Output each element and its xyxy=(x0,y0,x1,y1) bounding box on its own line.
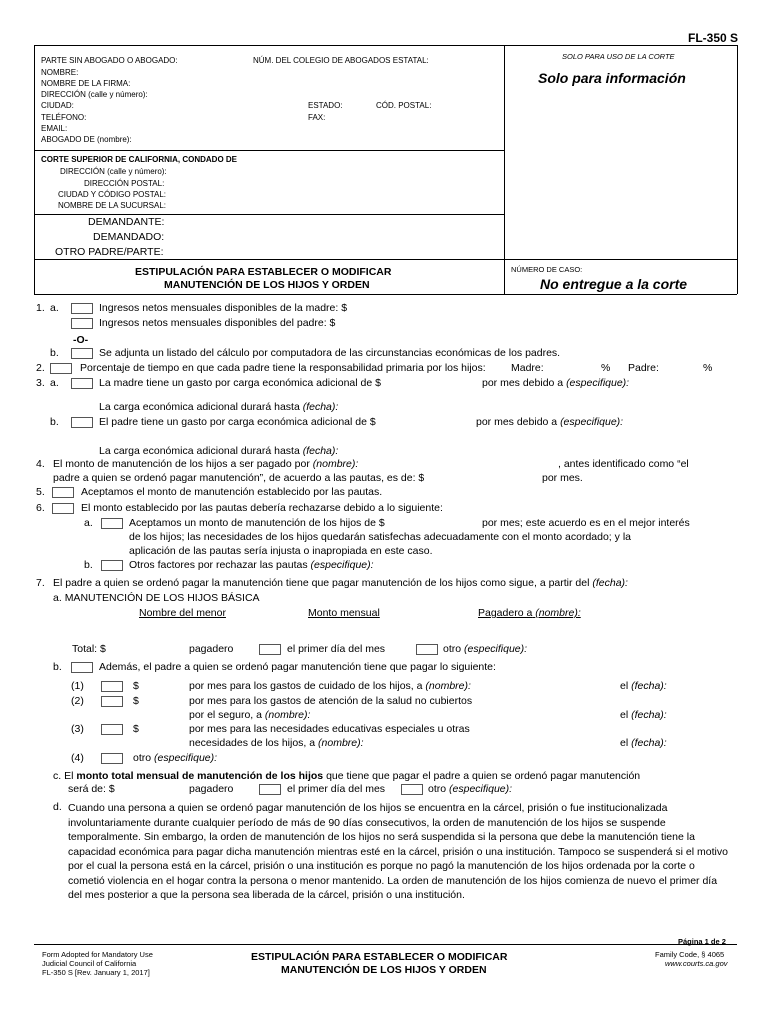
timeshare-text: Porcentaje de tiempo en que cada padre tiene la responsabilidad primaria por los hijos: xyxy=(80,362,486,374)
childcare-date: el (fecha): xyxy=(620,680,667,692)
mother-hardship-until: La carga económica adicional durará hasta (fecha): xyxy=(99,401,339,413)
rebut-guideline-text: El monto establecido por las pautas debería rechazarse debido a lo siguiente: xyxy=(81,502,443,514)
or-separator: -O- xyxy=(73,334,89,346)
item-7b-letter: b. xyxy=(53,661,62,673)
checkbox-total-other[interactable] xyxy=(401,784,423,795)
childcare-text: por mes para los gastos de cuidado de los hijos, a (nombre): xyxy=(189,680,471,692)
zip-label: CÓD. POSTAL: xyxy=(376,101,432,110)
mother-hardship-text: La madre tiene un gasto por carga económica adicional de $ xyxy=(99,377,381,389)
health-dollar: $ xyxy=(133,695,139,707)
item-1b-letter: b. xyxy=(50,347,59,359)
pct-sign-mother: % xyxy=(601,362,611,374)
best-interest-text: por mes; este acuerdo es en el mejor interés xyxy=(482,517,690,529)
case-number-label: NÚMERO DE CASO: xyxy=(511,265,583,274)
fax-label: FAX: xyxy=(308,113,326,122)
item-1-number: 1. xyxy=(36,302,45,314)
add-2-number: (2) xyxy=(71,695,84,707)
court-address-label: DIRECCIÓN (calle y número): xyxy=(60,167,167,176)
mother-income-label: Ingresos netos mensuales disponibles de la madre: $ xyxy=(99,302,348,314)
checkbox-total-first-day[interactable] xyxy=(259,784,281,795)
health-text: por mes para los gastos de atención de la salud no cubiertos xyxy=(189,695,473,707)
payment-terms-text: El padre a quien se ordenó pagar la manutención tiene que pagar manutención de los hijos como sigue, a partir del (fecha): xyxy=(53,577,628,589)
item-7a-label: a. MANUTENCIÓN DE LOS HIJOS BÁSICA xyxy=(53,592,260,604)
unjust-text: aplicación de las pautas sería injusta o inapropiada en este caso. xyxy=(129,545,433,557)
first-day-label: el primer día del mes xyxy=(287,643,386,655)
childcare-dollar: $ xyxy=(133,680,139,692)
checkbox-2[interactable] xyxy=(50,363,72,374)
court-branch-label: NOMBRE DE LA SUCURSAL: xyxy=(58,201,167,210)
checkbox-1a-mother[interactable] xyxy=(71,303,93,314)
add-4-number: (4) xyxy=(71,752,84,764)
checkbox-7b[interactable] xyxy=(71,662,93,673)
firm-name-label: NOMBRE DE LA FIRMA: xyxy=(41,79,131,88)
education-text-2: necesidades de los hijos, a (nombre): xyxy=(189,737,364,749)
obligor-amount-text: padre a quien se ordenó pagar manutención”, de acuerdo a las pautas, es de: $ xyxy=(53,472,425,484)
father-pct-label: Padre: xyxy=(628,362,659,374)
court-mailing-label: DIRECCIÓN POSTAL: xyxy=(84,179,165,188)
checkbox-1b[interactable] xyxy=(71,348,93,359)
col-monthly-amount: Monto mensual xyxy=(308,607,380,619)
incarceration-paragraph: Cuando una persona a quien se ordenó pagar manutención de los hijos se encuentra en la cárcel, prisión o fue institucionalizada involuntariamente durante cualquier período de más de 90 días consecutivos, la orden de manutención de los hijos se suspende temporalmente. Sin embargo, la orden de manutención de los hijos no será suspendida si la persona que debe la manutención tiene la capacidad económica para pagar dicha manutención mientras esté en la cárcel, prisión o una institución. Tampoco se suspenderá si el motivo por el cual la persona está en la cárcel, prisión o una institución es porque no pagó la manutención de los hijos ordenada por la corte o cometió violencia en el hogar contra la persona o menor mantenido. La orden de manutención de los hijos comienza de nuevo el primer día del mes posterior a que la persona sea liberada de la cárcel, prisión o una institución. xyxy=(68,802,728,901)
court-use-label: SOLO PARA USO DE LA CORTE xyxy=(562,52,675,61)
checkbox-other-schedule[interactable] xyxy=(416,644,438,655)
checkbox-childcare[interactable] xyxy=(101,681,123,692)
computer-printout-text: Se adjunta un listado del cálculo por computadora de las circunstancias económicas de los padres. xyxy=(99,347,561,359)
info-only-stamp: Solo para información xyxy=(538,70,686,86)
phone-label: TELÉFONO: xyxy=(41,113,87,122)
item-5-number: 5. xyxy=(36,486,45,498)
email-label: EMAIL: xyxy=(41,124,68,133)
form-title-line2: MANUTENCIÓN DE LOS HIJOS Y ORDEN xyxy=(164,279,370,291)
mother-hardship-per-month: por mes debido a (especifique): xyxy=(482,377,630,389)
checkbox-health[interactable] xyxy=(101,696,123,707)
checkbox-other-expense[interactable] xyxy=(101,753,123,764)
checkbox-6[interactable] xyxy=(52,503,74,514)
other-parent-label: OTRO PADRE/PARTE: xyxy=(55,246,164,258)
page-number: Página 1 de 2 xyxy=(678,937,726,946)
other-rebuttal-text: Otros factores por rechazar las pautas (especifique): xyxy=(129,559,374,571)
court-city-label: CIUDAD Y CÓDIGO POSTAL: xyxy=(58,190,167,199)
additional-text: Además, el padre a quien se ordenó pagar manutención tiene que pagar lo siguiente: xyxy=(99,661,496,673)
party-label: PARTE SIN ABOGADO O ABOGADO: xyxy=(41,56,178,65)
checkbox-6b[interactable] xyxy=(101,560,123,571)
add-1-number: (1) xyxy=(71,680,84,692)
col-payable-to: Pagadero a (nombre): xyxy=(478,607,581,619)
courts-url[interactable]: www.courts.ca.gov xyxy=(665,959,728,968)
agree-guideline-text: Aceptamos el monto de manutención establecido por las pautas. xyxy=(81,486,383,498)
total-label: Total: $ xyxy=(72,643,106,655)
name-label: NOMBRE: xyxy=(41,68,79,77)
checkbox-6a[interactable] xyxy=(101,518,123,529)
form-number: FL-350 S xyxy=(688,31,739,45)
do-not-file-stamp: No entregue a la corte xyxy=(540,276,688,292)
family-code: Family Code, § 4065 xyxy=(655,950,725,959)
state-label: ESTADO: xyxy=(308,101,343,110)
form-title-line1: ESTIPULACIÓN PARA ESTABLECER O MODIFICAR xyxy=(135,266,392,278)
item-3-number: 3. xyxy=(36,377,45,389)
health-date: el (fecha): xyxy=(620,709,667,721)
total-payable-label: pagadero xyxy=(189,783,234,795)
guideline-amount-text: El monto de manutención de los hijos a ser pagado por (nombre): xyxy=(53,458,359,470)
footer-title-line2: MANUTENCIÓN DE LOS HIJOS Y ORDEN xyxy=(281,964,487,976)
item-6a-letter: a. xyxy=(84,517,93,529)
checkbox-3a[interactable] xyxy=(71,378,93,389)
identified-as-text: , antes identificado como “el xyxy=(558,458,689,470)
total-other-label: otro (especifique): xyxy=(428,783,513,795)
needs-met-text: de los hijos; las necesidades de los hijos quedarán satisfechas adecuadamente con el monto acordado; y la xyxy=(129,531,631,543)
item-7d-letter: d. xyxy=(53,801,62,813)
education-text: por mes para las necesidades educativas especiales u otras xyxy=(189,723,470,735)
item-6-number: 6. xyxy=(36,502,45,514)
checkbox-3b[interactable] xyxy=(71,417,93,428)
father-hardship-per-month: por mes debido a (especifique): xyxy=(476,416,624,428)
item-2-number: 2. xyxy=(36,362,45,374)
col-child-name: Nombre del menor xyxy=(139,607,226,619)
bar-number-label: NÚM. DEL COLEGIO DE ABOGADOS ESTATAL: xyxy=(253,56,429,65)
adopted-line1: Form Adopted for Mandatory Use xyxy=(42,950,153,959)
agreed-amount-text: Aceptamos un monto de manutención de los hijos de $ xyxy=(129,517,385,529)
per-month-text: por mes. xyxy=(542,472,583,484)
petitioner-label: DEMANDANTE: xyxy=(88,216,165,228)
education-date: el (fecha): xyxy=(620,737,667,749)
total-amount-label: será de: $ xyxy=(68,783,115,795)
add-3-number: (3) xyxy=(71,723,84,735)
item-4-number: 4. xyxy=(36,458,45,470)
item-1a-letter: a. xyxy=(50,302,59,314)
other-expense-text: otro (especifique): xyxy=(133,752,218,764)
father-hardship-text: El padre tiene un gasto por carga económica adicional de $ xyxy=(99,416,376,428)
father-hardship-until: La carga económica adicional durará hasta (fecha): xyxy=(99,445,339,457)
item-3b-letter: b. xyxy=(50,416,59,428)
item-6b-letter: b. xyxy=(84,559,93,571)
checkbox-5[interactable] xyxy=(52,487,74,498)
item-7c-text: c. El monto total mensual de manutención de los hijos que tiene que pagar el padre a quien se ordenó pagar manutención xyxy=(53,770,641,782)
respondent-label: DEMANDADO: xyxy=(93,231,165,243)
checkbox-education[interactable] xyxy=(101,724,123,735)
attorney-for-label: ABOGADO DE (nombre): xyxy=(41,135,132,144)
adopted-line3: FL-350 S [Rev. January 1, 2017] xyxy=(42,968,150,977)
pct-sign-father: % xyxy=(703,362,713,374)
father-income-label: Ingresos netos mensuales disponibles del padre: $ xyxy=(99,317,336,329)
health-text-2: por el seguro, a (nombre): xyxy=(189,709,311,721)
address-label: DIRECCIÓN (calle y número): xyxy=(41,90,148,99)
payable-label: pagadero xyxy=(189,643,234,655)
checkbox-first-day[interactable] xyxy=(259,644,281,655)
other-schedule-label: otro (especifique): xyxy=(443,643,528,655)
city-label: CIUDAD: xyxy=(41,101,74,110)
item-3a-letter: a. xyxy=(50,377,59,389)
adopted-line2: Judicial Council of California xyxy=(42,959,137,968)
item-7-number: 7. xyxy=(36,577,45,589)
footer-title-line1: ESTIPULACIÓN PARA ESTABLECER O MODIFICAR xyxy=(251,951,508,963)
court-title: CORTE SUPERIOR DE CALIFORNIA, CONDADO DE xyxy=(41,155,238,164)
education-dollar: $ xyxy=(133,723,139,735)
total-first-day-label: el primer día del mes xyxy=(287,783,386,795)
mother-pct-label: Madre: xyxy=(511,362,544,374)
checkbox-1a-father[interactable] xyxy=(71,318,93,329)
